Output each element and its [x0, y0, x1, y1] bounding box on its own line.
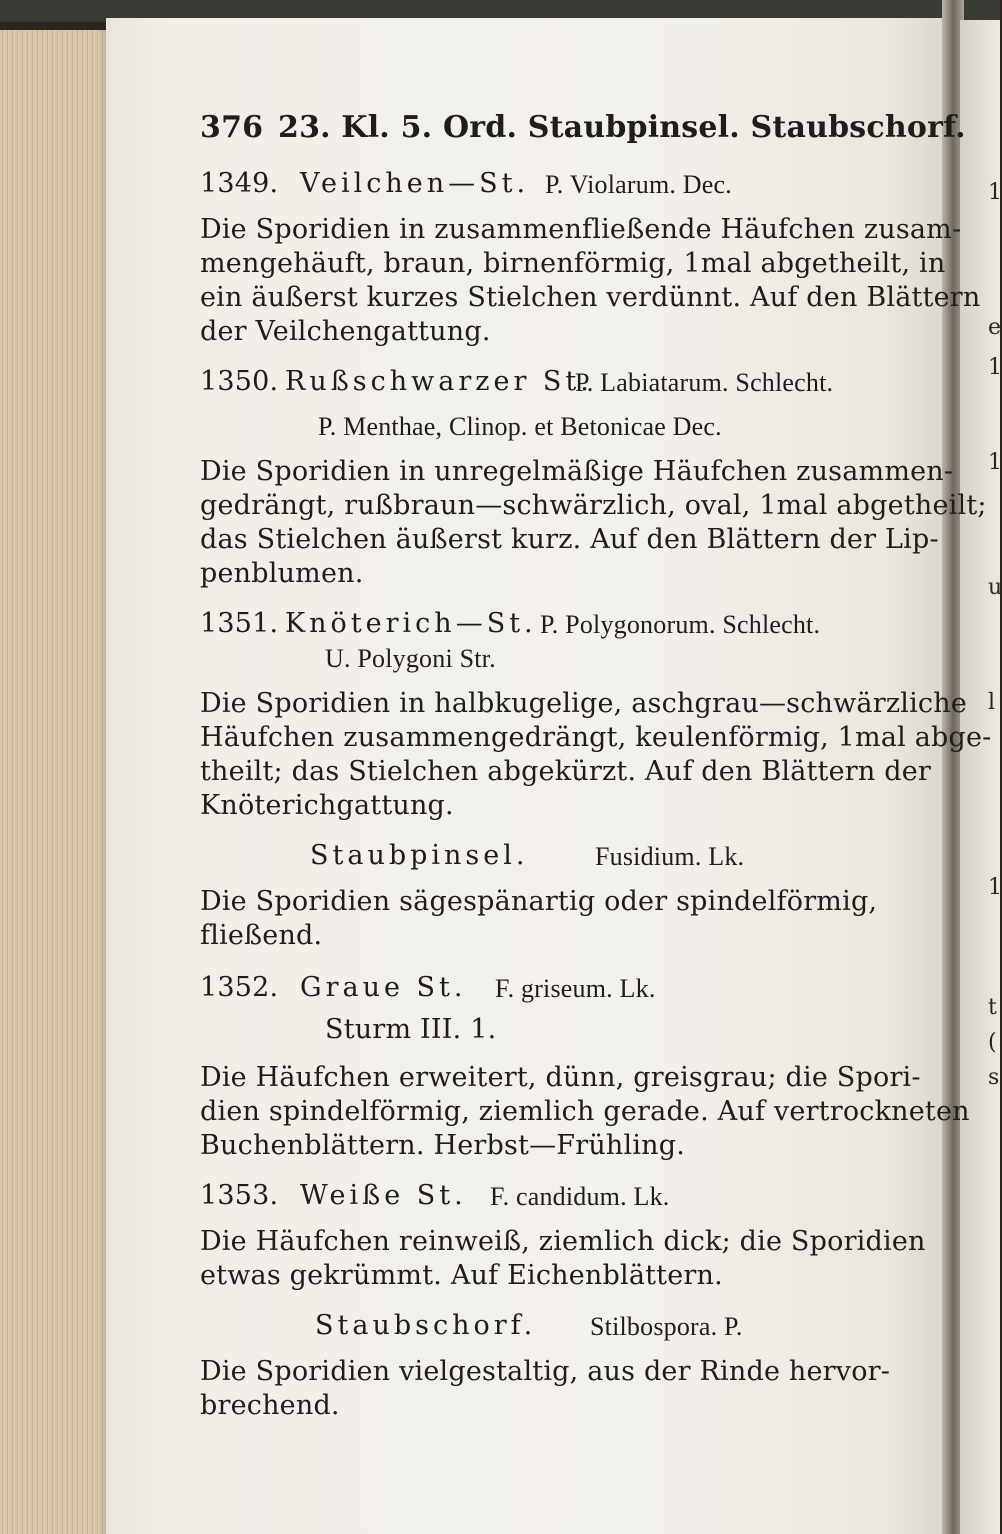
description-line: penblumen. — [200, 558, 364, 589]
entry-synonym: Sturm III. 1. — [325, 1014, 497, 1045]
description-line: ein äußerst kurzes Stielchen verdünnt. Auf den Blättern — [200, 282, 981, 313]
entry-number: 1349. — [200, 168, 279, 199]
entry-german-name: Graue St. — [300, 972, 467, 1003]
entry-latin-name: F. candidum. Lk. — [490, 1182, 670, 1211]
description-line: fließend. — [200, 920, 323, 951]
entry-german-name: Knöterich—St. — [285, 608, 537, 639]
entry-synonym: P. Menthae, Clinop. et Betonicae Dec. — [318, 412, 722, 441]
description-line: Die Sporidien in zusammenfließende Häufchen zusam- — [200, 214, 962, 245]
margin-glyph: 1 — [988, 450, 1002, 475]
description-line: dien spindelförmig, ziemlich gerade. Auf vertrockneten — [200, 1096, 970, 1127]
entry-latin-name: P. Labiatarum. Schlecht. — [575, 368, 834, 397]
entry-synonym: U. Polygoni Str. — [325, 644, 496, 673]
description-line: Buchenblättern. Herbst—Frühling. — [200, 1130, 686, 1161]
margin-glyph: t — [988, 995, 997, 1020]
description-line: gedrängt, rußbraun—schwärzlich, oval, 1mal abgetheilt; — [200, 490, 987, 521]
description-line: Die Sporidien sägespänartig oder spindelförmig, — [200, 886, 878, 917]
entry-number: 1353. — [200, 1180, 279, 1211]
genus-latin-name: Stilbospora. P. — [590, 1312, 743, 1341]
description-line: theilt; das Stielchen abgekürzt. Auf den Blättern der — [200, 756, 932, 787]
margin-glyph: 1 — [988, 355, 1002, 380]
description-line: etwas gekrümmt. Auf Eichenblättern. — [200, 1260, 723, 1291]
margin-glyph: e — [988, 315, 1002, 340]
right-page-sliver — [960, 20, 1000, 1534]
margin-glyph: 1 — [988, 875, 1002, 900]
margin-glyph: 1 — [988, 180, 1002, 205]
entry-number: 1352. — [200, 972, 279, 1003]
margin-glyph: u — [988, 575, 1002, 600]
running-title: 23. Kl. 5. Ord. Staubpinsel. Staubschorf. — [278, 110, 966, 145]
description-line: Die Sporidien vielgestaltig, aus der Rinde hervor- — [200, 1356, 891, 1387]
entry-german-name: Weiße St. — [300, 1180, 467, 1211]
entry-latin-name: F. griseum. Lk. — [495, 974, 656, 1003]
margin-glyph: l — [988, 690, 996, 715]
description-line: brechend. — [200, 1390, 340, 1421]
entry-latin-name: P. Polygonorum. Schlecht. — [540, 610, 821, 639]
genus-latin-name: Fusidium. Lk. — [595, 842, 745, 871]
margin-glyph: s — [988, 1065, 1000, 1090]
description-line: Die Häufchen erweitert, dünn, greisgrau; die Spori- — [200, 1062, 921, 1093]
description-line: Die Sporidien in halbkugelige, aschgrau—schwärzliche — [200, 688, 968, 719]
description-line: der Veilchengattung. — [200, 316, 491, 347]
entry-number: 1351. — [200, 608, 279, 639]
description-line: mengehäuft, braun, birnenförmig, 1mal abgetheilt, in — [200, 248, 946, 279]
page-number: 376 — [200, 110, 264, 145]
genus-name: Staubpinsel. — [310, 840, 529, 871]
description-line: Häufchen zusammengedrängt, keulenförmig, 1mal abge- — [200, 722, 992, 753]
margin-glyph: ( — [988, 1030, 997, 1055]
entry-german-name: Rußschwarzer St. — [285, 366, 593, 397]
entry-german-name: Veilchen—St. — [300, 168, 530, 199]
genus-name: Staubschorf. — [315, 1310, 537, 1341]
description-line: Knöterichgattung. — [200, 790, 454, 821]
entry-latin-name: P. Violarum. Dec. — [545, 170, 732, 199]
description-line: das Stielchen äußerst kurz. Auf den Blättern der Lip- — [200, 524, 939, 555]
description-line: Die Sporidien in unregelmäßige Häufchen zusammen- — [200, 456, 954, 487]
entry-number: 1350. — [200, 366, 279, 397]
description-line: Die Häufchen reinweiß, ziemlich dick; die Sporidien — [200, 1226, 926, 1257]
